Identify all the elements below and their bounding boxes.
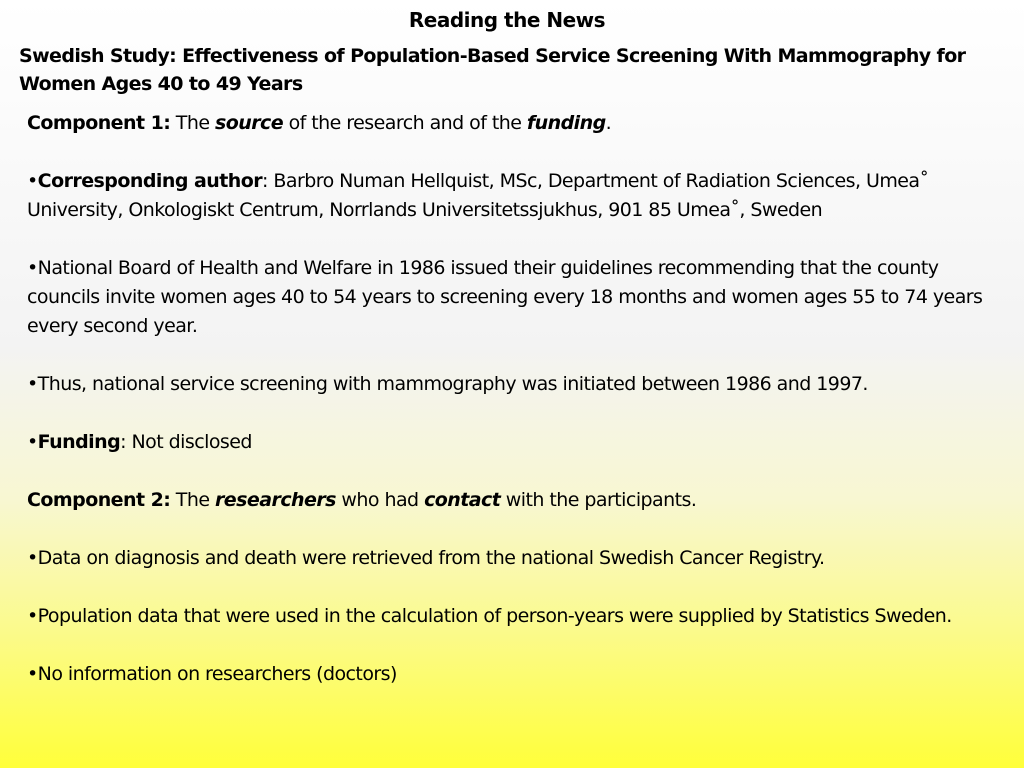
component-1-text-middle: of the research and of the <box>283 112 527 134</box>
component-2-text-before-researchers: The <box>170 489 215 511</box>
component-1-text-end: . <box>605 112 612 134</box>
population-data-text: Population data that were used in the calculation of person-years were supplied by Statistics Sweden. <box>37 605 952 627</box>
bullet-funding <box>27 428 987 457</box>
bullet-no-researcher-info <box>27 660 987 689</box>
funding-label: Funding <box>37 431 121 453</box>
no-researcher-info-text: No information on researchers (doctors) <box>37 663 397 685</box>
bullet-screening-initiated <box>27 370 987 399</box>
component-1-heading <box>27 109 987 138</box>
slide-subtitle: Swedish Study: Effectiveness of Population-Based Service Screening With Mammography for Women Ages 40 to 49 Years <box>19 45 966 95</box>
corresponding-author-text: : Barbro Numan Hellquist, MSc, Department of Radiation Sciences, Umea˚ University, Onkologiskt Centrum, Norrlands Universitetssjukhus, 901 85 Umea˚, Sweden <box>27 170 929 221</box>
funding-text: : Not disclosed <box>120 431 252 453</box>
cancer-registry-text: Data on diagnosis and death were retrieved from the national Swedish Cancer Registry. <box>37 547 825 569</box>
component-1-text-before-source: The <box>170 112 215 134</box>
component-2-heading <box>27 486 987 515</box>
component-2-text-middle: who had <box>335 489 425 511</box>
source-word: source <box>214 112 284 134</box>
corresponding-author-label: Corresponding author <box>37 170 263 192</box>
bullet-corresponding-author <box>27 167 987 225</box>
contact-word: contact <box>424 489 501 511</box>
component-1-label: Component 1: <box>27 112 171 134</box>
slide-title: Reading the News <box>408 8 606 32</box>
researchers-word: researchers <box>214 489 336 511</box>
bullet-population-data <box>27 602 987 631</box>
bullet-guidelines <box>27 254 987 341</box>
component-2-label: Component 2: <box>27 489 171 511</box>
screening-initiated-text: Thus, national service screening with mammography was initiated between 1986 and 1997. <box>37 373 868 395</box>
bullet-cancer-registry <box>27 544 987 573</box>
funding-word: funding <box>526 112 606 134</box>
component-2-text-end: with the participants. <box>500 489 697 511</box>
slide-content <box>27 109 987 689</box>
guidelines-text: National Board of Health and Welfare in 1986 issued their guidelines recommending that the county councils invite women ages 40 to 54 years to screening every 18 months and women ages 55 to 74 years every second year. <box>27 257 983 337</box>
